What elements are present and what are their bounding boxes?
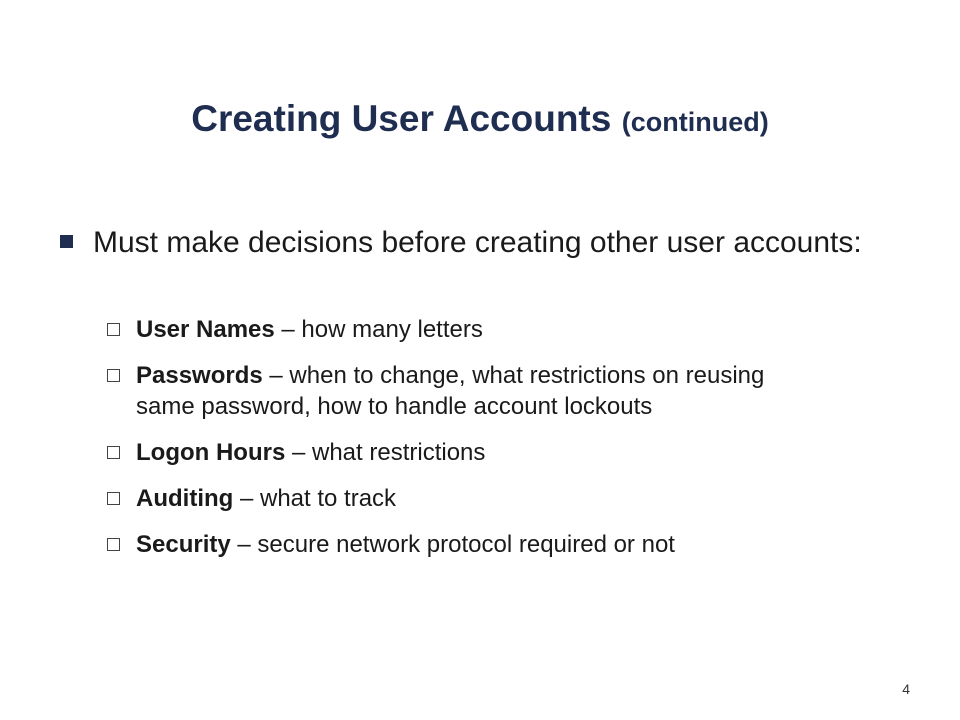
sub-item-detail: – what restrictions <box>285 439 486 466</box>
sub-item-term: Security <box>136 531 231 558</box>
slide-title-main: Creating User Accounts <box>191 98 612 139</box>
sub-item-term: Passwords <box>136 362 263 389</box>
checkbox-bullet-icon <box>107 369 120 382</box>
sub-item-passwords <box>107 360 826 422</box>
checkbox-bullet-icon <box>107 323 120 336</box>
main-bullet-text: Must make decisions before creating other user accounts: <box>93 226 862 259</box>
checkbox-bullet-icon <box>107 538 120 551</box>
sub-item-term: Logon Hours <box>136 439 286 466</box>
sub-item-detail: – secure network protocol required or not <box>230 531 675 558</box>
slide-title <box>0 98 960 140</box>
sub-item-security <box>107 529 926 560</box>
sub-item-detail: – what to track <box>233 485 397 512</box>
sub-item-user-names <box>107 314 696 345</box>
sub-item-term: Auditing <box>136 485 234 512</box>
square-bullet-icon <box>60 235 73 248</box>
sub-item-logon-hours <box>107 437 826 468</box>
sub-item-detail: – how many letters <box>274 316 483 343</box>
sub-item-term: User Names <box>136 316 275 343</box>
sub-bullet-list <box>107 314 897 575</box>
sub-item-auditing <box>107 483 826 514</box>
page-number: 4 <box>902 681 910 697</box>
slide-title-sub: (continued) <box>621 107 769 137</box>
checkbox-bullet-icon <box>107 492 120 505</box>
sub-item-detail: – when to change, what restrictions on reusing same password, how to handle account lockouts <box>136 362 765 420</box>
checkbox-bullet-icon <box>107 446 120 459</box>
